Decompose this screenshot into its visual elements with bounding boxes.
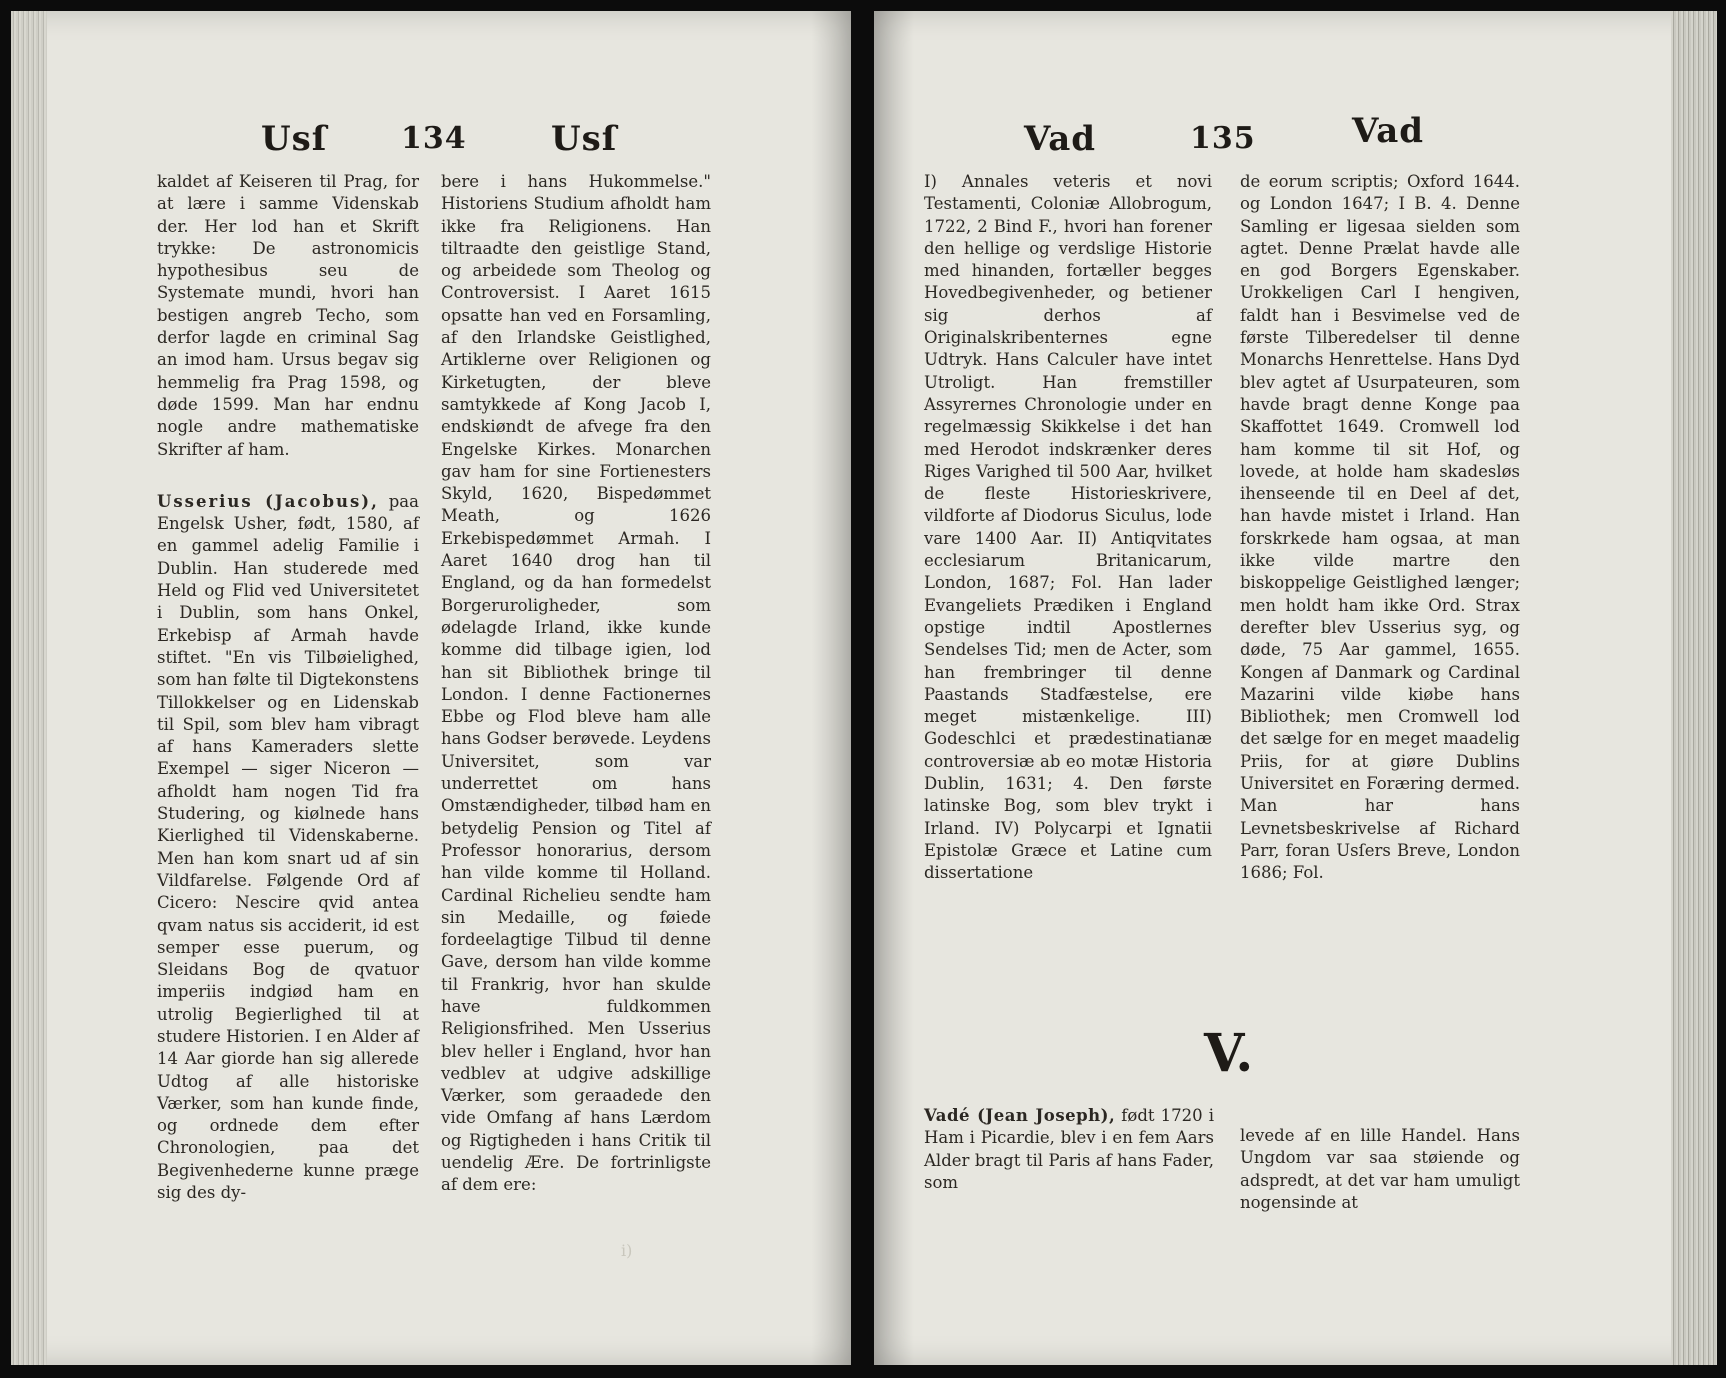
right-page <box>874 11 1717 1365</box>
right-bottom-column-2 <box>1240 1125 1520 1214</box>
bleed-through-mark: i) <box>621 1241 633 1260</box>
running-header-right: Usſ <box>551 119 618 159</box>
gutter-shadow-right <box>874 11 914 1365</box>
paragraph-ursus-end: kaldet af Keiseren til Prag, for at lære i samme Videnskab der. Her lod han et Skrift trykke: De astronomicis hypothesibus seu de Systemate mundi, hvori han bestigen angreb Techo, som derfor lagde en criminal Sag an imod ham. Ursus begav sig hemmelig fra Prag 1598, og døde 1599. Man har endnu nogle andre mathematiske Skrifter af ham. <box>157 172 419 459</box>
entry-vade <box>924 1105 1214 1194</box>
headword-vade: Vadé (Jean Joseph), <box>924 1106 1116 1125</box>
running-header-left: Vad <box>1024 119 1097 159</box>
paragraph-usserius-end: de eorum scriptis; Oxford 1644. og London 1647; I B. 4. Denne Samling er ligesaa sielden som agtet. Denne Prælat havde alle en god Borgers Egenskaber. Urokkeligen Carl I hengiven, faldt han i Besvimelse ved de første Tilberedelser til denne Monarchs Henrettelse. Hans Dyd blev agtet af Usurpateuren, som havde bragt denne Konge paa Skaffottet 1649. Cromwell lod ham komme til sit Hof, og lovede, at holde ham skadesløs ihenseende til en Deel af det, han havde mistet i Irland. Han forskrkede ham ogsaa, at man ikke vilde martre den biskoppelige Geistlighed længer; men holdt ham ikke Ord. Strax derefter blev Usserius syg, og døde, 75 Aar gammel, 1655. Kongen af Danmark og Cardinal Mazarini vilde kiøbe hans Bibliothek; men Cromwell lod det sælge for en meget maadelig Priis, for at giøre Dublins Universitet en Foræring dermed. Man har hans Levnetsbeskrivelse af Richard Parr, foran Usſers Breve, London 1686; Fol. <box>1240 172 1520 883</box>
left-page <box>11 11 851 1365</box>
entry-usserius-text: paa Engelsk Usher, født, 1580, af en gammel adelig Familie i Dublin. Han studerede med Held og Flid ved Universitetet i Dublin, som hans Onkel, Erkebisp af Armah havde stiftet. "En vis Tilbøielighed, som han følte til Digtekonstens Tillokkelser og en Lidenskab til Spil, som blev ham vibragt af hans Kameraders slette Exempel — siger Niceron — afholdt ham nogen Tid fra Studering, og kiølnede hans Kierlighed til Videnskaberne. Men han kom snart ud af sin Vildfarelse. Følgende Ord af Cicero: Nescire qvid antea qvam natus sis acciderit, id est semper esse puerum, og Sleidans Bog de qvatuor imperiis indgiød ham en utrolig Begierlighed til at studere Historien. I en Alder af 14 Aar giorde han sig allerede Udtog af alle historiske Værker, som han kunde finde, og ordnede dem efter Chronologien, paa det Begivenhederne kunne præge sig des dy- <box>157 491 419 1203</box>
right-bottom-column-1 <box>924 1105 1214 1194</box>
running-header-right: Vad <box>1352 111 1425 151</box>
gutter-shadow-left <box>811 11 851 1365</box>
left-column-2 <box>441 171 711 1197</box>
entry-vade-continued: levede af en lille Handel. Hans Ungdom var saa støiende og adspredt, at det var ham umuligt nogensinde at <box>1240 1126 1520 1212</box>
right-column-1 <box>924 171 1212 885</box>
right-column-2 <box>1240 171 1520 885</box>
book-edge-right <box>1671 11 1717 1365</box>
headword-usserius: Usserius (Jacobus), <box>157 491 379 511</box>
entry-vade-text: født 1720 i Ham i Picardie, blev i en fem Aars Alder bragt til Paris af hans Fader, som <box>924 1106 1214 1192</box>
book-edge-left <box>11 11 47 1365</box>
page-number-left: 134 <box>401 121 467 156</box>
section-letter-v: V. <box>1204 1023 1254 1084</box>
works-list: I) Annales veteris et novi Testamenti, Coloniæ Allobrogum, 1722, 2 Bind F., hvori han forener den hellige og verdslige Historie med hinanden, fortæller begges Hovedbegivenheder, og betiener sig derhos af Originalskribenternes egne Udtryk. Hans Calculer have intet Utroligt. Han fremstiller Assyrernes Chronologie under en regelmæssig Skikkelse i det han med Herodot indskrænker deres Riges Varighed til 500 Aar, hvilket de fleste Historieskrivere, vildforte af Diodorus Siculus, lode vare 1400 Aar. II) Antiqvitates ecclesiarum Britanicarum, London, 1687; Fol. Han lader Evangeliets Prædiken i England opstige indtil Apostlernes Sendelses Tid; men de Acter, som han frembringer til denne Paastands Stadfæstelse, ere meget mistænkelige. III) Godeschlci et prædestinatianæ controversiæ ab eo motæ Historia Dublin, 1631; 4. Den første latinske Bog, som blev trykt i Irland. IV) Polycarpi et Ignatii Epistolæ Græce et Latine cum dissertatione <box>924 172 1212 883</box>
running-header-left: Usſ <box>261 119 328 159</box>
page-number-right: 135 <box>1190 121 1256 156</box>
entry-usserius <box>157 491 419 1205</box>
left-column-1 <box>157 171 419 1204</box>
paragraph-usserius-continued: bere i hans Hukommelse." Historiens Studium afholdt ham ikke fra Religionens. Han tiltraadte den geistlige Stand, og arbeidede som Theolog og Controversist. I Aaret 1615 opsatte han ved en Forsamling, af den Irlandske Geistlighed, Artiklerne over Religionen og Kirketugten, der bleve samtykkede af Kong Jacob I, endskiøndt de afvege fra den Engelske Kirkes. Monarchen gav ham for sine Fortienesters Skyld, 1620, Bispedømmet Meath, og 1626 Erkebispedømmet Armah. I Aaret 1640 drog han til England, og da han formedelst Borgeruroligheder, som ødelagde Irland, ikke kunde komme did tilbage igien, lod han sit Bibliothek bringe til London. I denne Factionernes Ebbe og Flod bleve ham alle hans Godser berøvede. Leydens Universitet, som var underrettet om hans Omstændigheder, tilbød ham en betydelig Pension og Titel af Professor honorarius, dersom han vilde komme til Holland. Cardinal Richelieu sendte ham sin Medaille, og føiede fordeelagtige Tilbud til denne Gave, dersom han vilde komme til Frankrig, hvor han skulde have fuldkommen Religionsfrihed. Men Usserius blev heller i England, hvor han vedblev at udgive adskillige Værker, som geraadede den vide Omfang af hans Lærdom og Rigtigheden i hans Critik til uendelig Ære. De fortrinligste af dem ere: <box>441 172 711 1195</box>
